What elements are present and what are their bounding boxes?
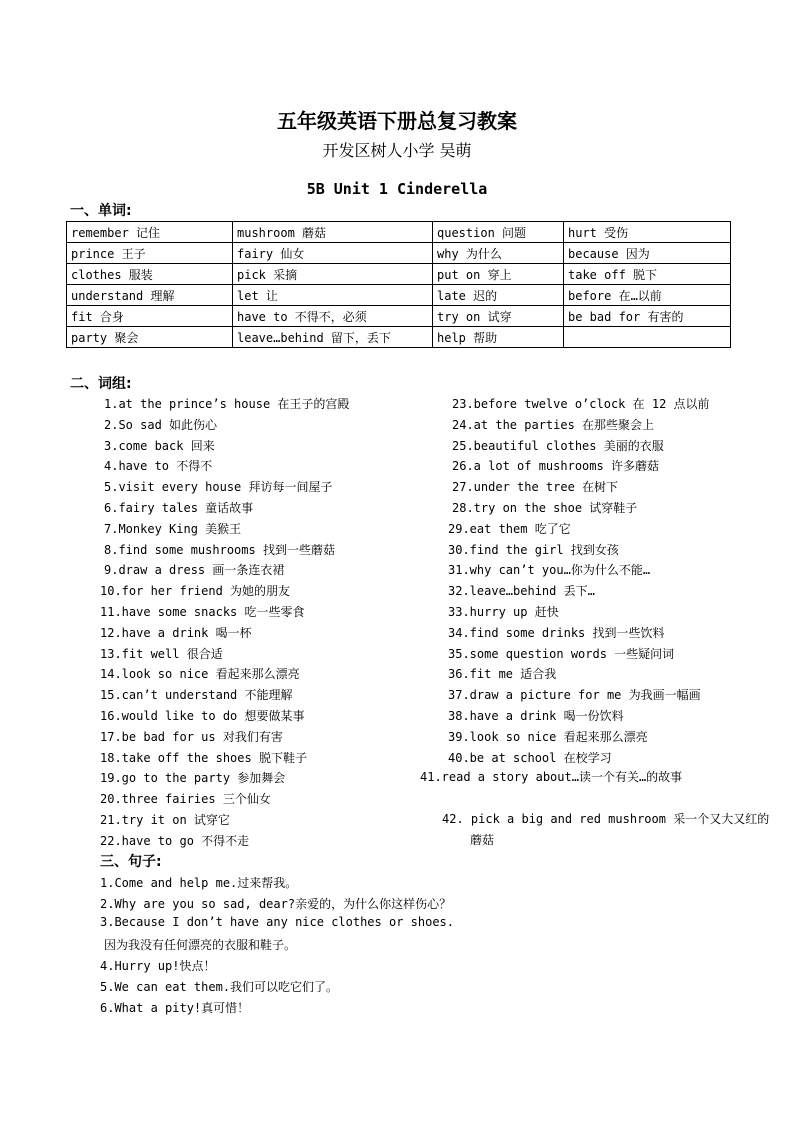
phrase-item: 36.fit me 适合我 <box>448 667 557 682</box>
sentence-item: 因为我没有任何漂亮的衣服和鞋子。 <box>104 938 297 952</box>
sentence-item: 3.Because I don’t have any nice clothes or shoes. <box>100 915 455 929</box>
vocab-cell: try on 试穿 <box>433 306 564 327</box>
phrase-item: 37.draw a picture for me 为我画一幅画 <box>448 688 701 703</box>
section-sentences-heading: 三、句子: <box>100 854 162 870</box>
vocab-cell: be bad for 有害的 <box>564 306 731 327</box>
phrase-item: 40.be at school 在校学习 <box>448 750 612 765</box>
phrase-item: 12.have a drink 喝一杯 <box>100 625 252 640</box>
document-title: 五年级英语下册总复习教案 <box>277 109 517 133</box>
phrase-item: 27.under the tree 在树下 <box>452 480 619 495</box>
phrase-item: 31.why can’t you…你为什么不能… <box>448 563 651 578</box>
vocab-cell: clothes 服装 <box>67 264 233 285</box>
document-subtitle: 开发区树人小学 吴萌 <box>322 141 472 160</box>
vocab-cell: party 聚会 <box>67 327 233 348</box>
sentence-item: 1.Come and help me.过来帮我。 <box>100 876 298 890</box>
vocab-cell: mushroom 蘑菇 <box>233 222 433 243</box>
phrase-item: 30.find the girl 找到女孩 <box>448 542 619 557</box>
phrase-item-41: 41.read a story about…读一个有关…的故事 <box>420 770 683 784</box>
vocab-row <box>67 285 731 306</box>
vocab-cell: pick 采摘 <box>233 264 433 285</box>
vocab-cell: before 在…以前 <box>564 285 731 306</box>
section-phrases-heading: 二、词组: <box>70 376 132 392</box>
sentence-item: 2.Why are you so sad, dear?亲爱的，为什么你这样伤心？ <box>100 897 452 911</box>
phrase-item: 15.can’t understand 不能理解 <box>100 688 293 703</box>
phrase-item: 4.have to 不得不 <box>104 459 213 474</box>
vocab-row <box>67 222 731 243</box>
phrase-item: 8.find some mushrooms 找到一些蘑菇 <box>104 542 335 557</box>
phrase-item: 29.eat them 吃了它 <box>448 521 571 536</box>
vocab-cell: hurt 受伤 <box>564 222 731 243</box>
phrase-item: 7.Monkey King 美猴王 <box>104 521 242 536</box>
sentence-item: 5.We can eat them.我们可以吃它们了。 <box>100 980 339 994</box>
vocab-cell: remember 记住 <box>67 222 233 243</box>
phrase-item: 38.have a drink 喝一份饮料 <box>448 709 624 723</box>
phrase-item: 39.look so nice 看起来那么漂亮 <box>448 729 648 744</box>
vocab-cell: why 为什么 <box>433 243 564 264</box>
vocab-cell: take off 脱下 <box>564 264 731 285</box>
vocab-cell: fit 合身 <box>67 306 233 327</box>
vocab-cell: fairy 仙女 <box>233 243 433 264</box>
vocab-cell: leave…behind 留下，丢下 <box>233 327 433 348</box>
phrase-item: 21.try it on 试穿它 <box>100 813 230 827</box>
phrase-item: 14.look so nice 看起来那么漂亮 <box>100 667 300 682</box>
phrase-item: 2.So sad 如此伤心 <box>104 417 218 432</box>
phrase-item: 26.a lot of mushrooms 许多蘑菇 <box>452 459 659 474</box>
vocab-cell: prince 王子 <box>67 243 233 264</box>
phrase-item: 32.leave…behind 丢下… <box>448 584 595 599</box>
vocab-cell: question 问题 <box>433 222 564 243</box>
phrase-item: 3.come back 回来 <box>104 438 215 453</box>
phrase-item: 10.for her friend 为她的朋友 <box>100 584 291 599</box>
phrase-item: 13.fit well 很合适 <box>100 646 223 661</box>
phrase-item: 5.visit every house 拜访每一间屋子 <box>104 480 333 495</box>
phrase-item: 25.beautiful clothes 美丽的衣服 <box>452 438 664 453</box>
vocab-cell: put on 穿上 <box>433 264 564 285</box>
vocab-cell: help 帮助 <box>433 327 564 348</box>
phrase-item: 23.before twelve o’clock 在 12 点以前 <box>452 397 710 411</box>
phrase-item: 9.draw a dress 画一条连衣裙 <box>104 563 285 578</box>
phrase-item: 6.fairy tales 童话故事 <box>104 501 254 515</box>
phrase-item: 35.some question words 一些疑问词 <box>448 646 675 661</box>
vocab-cell <box>564 327 731 348</box>
phrase-item-42: 42. pick a big and red mushroom 采一个又大又红的蘑菇 <box>442 812 770 847</box>
phrase-item: 22.have to go 不得不走 <box>100 833 250 848</box>
vocab-row <box>67 327 731 348</box>
vocab-cell: late 迟的 <box>433 285 564 306</box>
section-words-heading: 一、单词: <box>70 203 132 219</box>
vocab-row <box>67 243 731 264</box>
phrase-item: 1.at the prince’s house 在王子的宫殿 <box>104 397 350 411</box>
phrase-item: 28.try on the shoe 试穿鞋子 <box>452 501 638 515</box>
sentence-item: 6.What a pity!真可惜！ <box>100 1001 250 1015</box>
phrase-item: 34.find some drinks 找到一些饮料 <box>448 625 665 640</box>
phrase-item: 24.at the parties 在那些聚会上 <box>452 417 655 432</box>
phrase-item: 20.three fairies 三个仙女 <box>100 792 271 807</box>
vocab-cell: because 因为 <box>564 243 731 264</box>
phrase-item: 11.have some snacks 吃一些零食 <box>100 605 305 619</box>
vocab-row <box>67 306 731 327</box>
vocab-table <box>66 221 731 348</box>
phrase-item: 19.go to the party 参加舞会 <box>100 771 286 786</box>
vocab-cell: let 让 <box>233 285 433 306</box>
phrase-item: 18.take off the shoes 脱下鞋子 <box>100 750 307 765</box>
phrase-item: 16.would like to do 想要做某事 <box>100 709 305 723</box>
unit-heading: 5B Unit 1 Cinderella <box>306 180 488 198</box>
phrase-item: 33.hurry up 赶快 <box>448 605 559 619</box>
sentence-item: 4.Hurry up!快点！ <box>100 959 216 973</box>
vocab-row <box>67 264 731 285</box>
vocab-cell: understand 理解 <box>67 285 233 306</box>
phrase-item: 17.be bad for us 对我们有害 <box>100 729 283 744</box>
vocab-cell: have to 不得不，必须 <box>233 306 433 327</box>
